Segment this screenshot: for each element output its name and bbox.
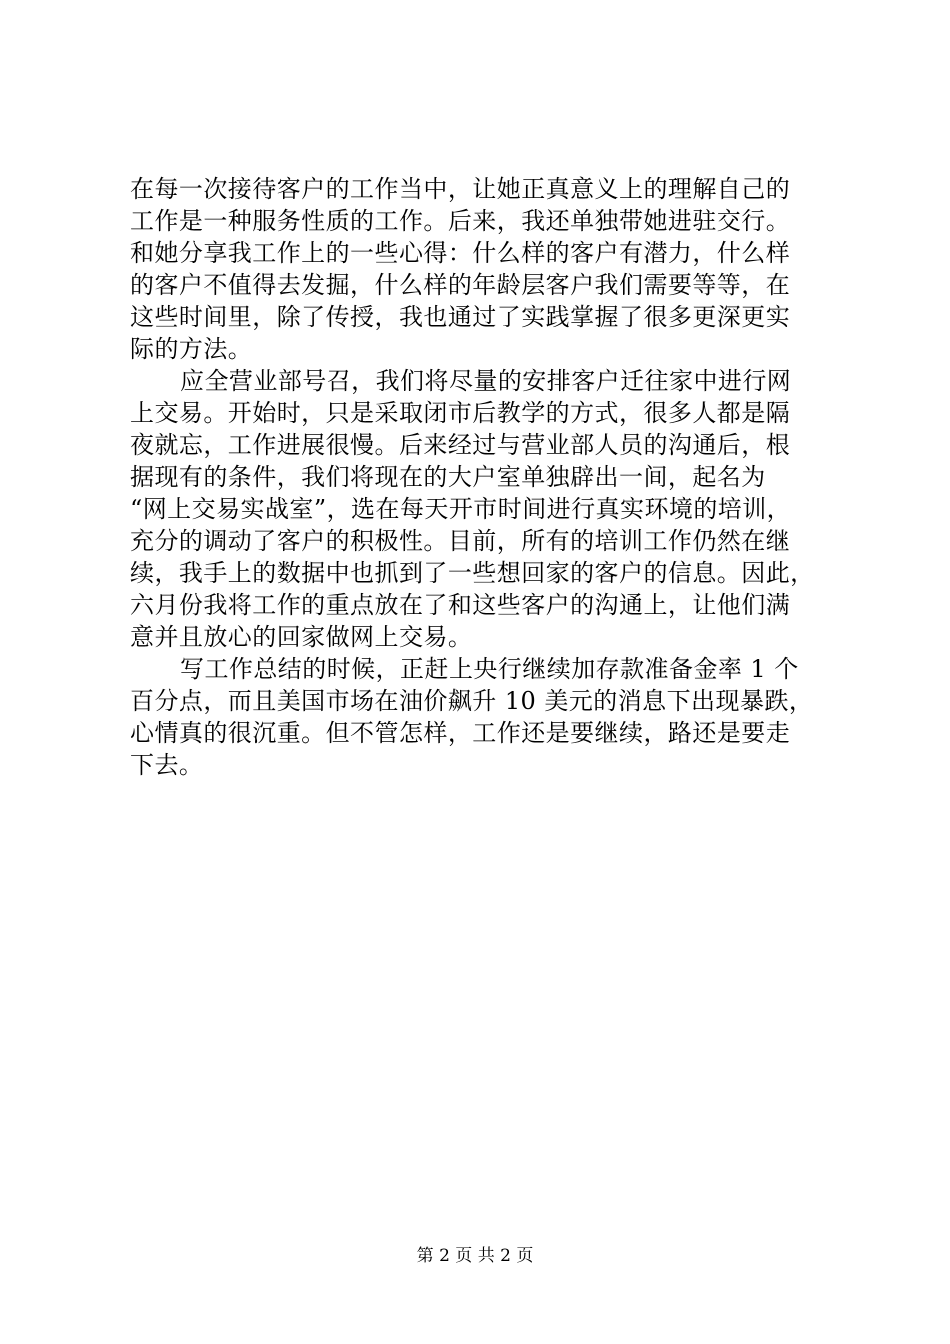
paragraph-first-line: 应全营业部号召，我们将尽量的安排客户迁往家中进行网 — [180, 367, 792, 395]
text-line: 的客户不值得去发掘，什么样的年龄层客户我们需要等等，在 — [130, 271, 791, 299]
text-line: 六月份我将工作的重点放在了和这些客户的沟通上，让他们满 — [130, 591, 791, 619]
text-line: 上交易。开始时，只是采取闭市后教学的方式，很多人都是隔 — [130, 399, 791, 427]
page-number-label: 第 2 页 共 2 页 — [416, 1246, 534, 1266]
text-line: 下去。 — [130, 751, 204, 779]
document-body — [130, 173, 830, 781]
text-line: 和她分享我工作上的一些心得：什么样的客户有潜力，什么样 — [130, 239, 791, 267]
paragraph-first-line: 写工作总结的时候，正赶上央行继续加存款准备金率 1 个 — [180, 655, 799, 683]
text-line: 夜就忘，工作进展很慢。后来经过与营业部人员的沟通后，根 — [130, 431, 791, 459]
text-line: 际的方法。 — [130, 335, 253, 363]
page-footer — [0, 1245, 950, 1267]
text-line: 这些时间里，除了传授，我也通过了实践掌握了很多更深更实 — [130, 303, 791, 331]
text-line: 续，我手上的数据中也抓到了一些想回家的客户的信息。因此， — [130, 559, 815, 587]
text-line: 充分的调动了客户的积极性。目前，所有的培训工作仍然在继 — [130, 527, 791, 555]
text-line: “网上交易实战室”，选在每天开市时间进行真实环境的培训， — [130, 495, 792, 523]
text-line: 工作是一种服务性质的工作。后来，我还单独带她进驻交行。 — [130, 207, 791, 235]
text-line: 意并且放心的回家做网上交易。 — [130, 623, 473, 651]
text-line: 心情真的很沉重。但不管怎样，工作还是要继续，路还是要走 — [130, 719, 791, 747]
text-line: 在每一次接待客户的工作当中，让她正真意义上的理解自己的 — [130, 175, 791, 203]
text-line: 百分点，而且美国市场在油价飙升 10 美元的消息下出现暴跌， — [130, 687, 814, 715]
text-line: 据现有的条件，我们将现在的大户室单独辟出一间，起名为 — [130, 463, 766, 491]
